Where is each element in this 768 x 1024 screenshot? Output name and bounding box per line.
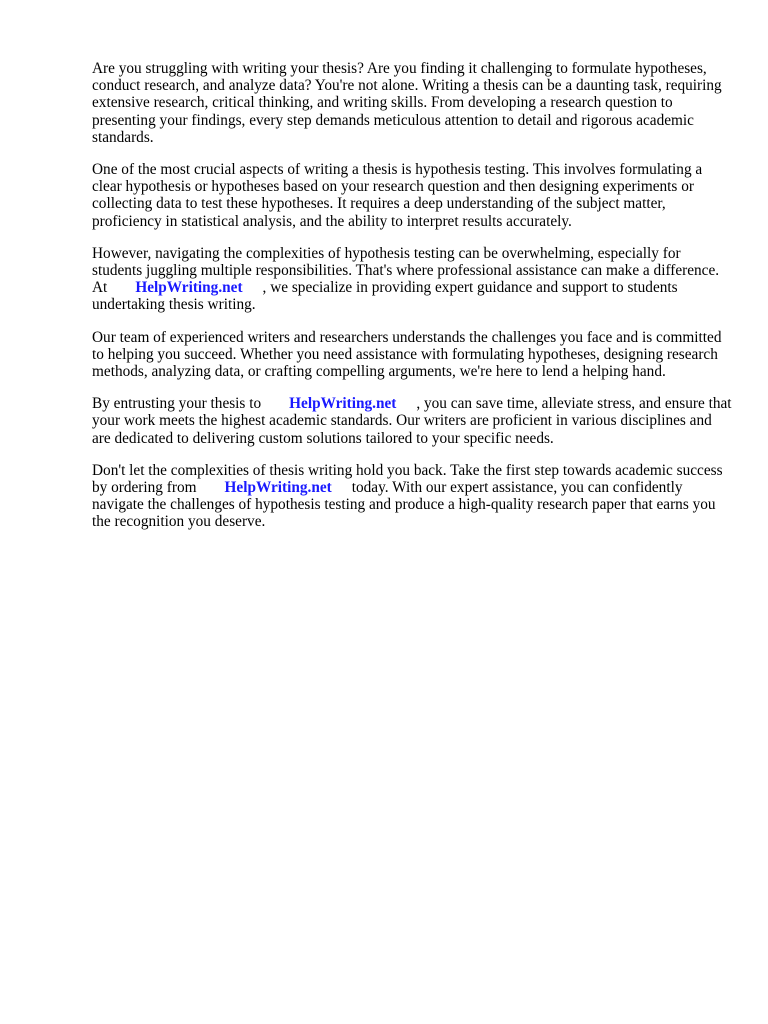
paragraph-team-text: Our team of experienced writers and researchers understands the challenges you face and is committed to helping you succeed. Whether you need assistance with formulating hypotheses, designing research methods, analyzing data, or crafting compelling arguments, we're here to lend a helping hand. [92, 328, 726, 381]
paragraph-assistance-text-before: However, navigating the complexities of hypothesis testing can be overwhelming, especially for students juggling multiple responsibilities. That's where professional assistance can make a difference. At [92, 244, 723, 297]
paragraph-call-to-action-text-before: Don't let the complexities of thesis writing hold you back. Take the first step towards academic success by ordering from [92, 461, 727, 497]
paragraph-entrusting-text-after: , you can save time, alleviate stress, and ensure that your work meets the highest academic standards. Our writers are proficient in various disciplines and are dedicated to delivering custom solutions tailored to your specific needs. [92, 395, 736, 447]
paragraph-team [92, 329, 732, 381]
paragraph-call-to-action-text-after: today. With our expert assistance, you can confidently navigate the challenges of hypothesis testing and produce a high-quality research paper that earns you the recognition you deserve. [92, 479, 720, 531]
helpwriting-link-1[interactable]: HelpWriting.net [135, 279, 243, 297]
paragraph-hypothesis-testing-text: One of the most crucial aspects of writing a thesis is hypothesis testing. This involves formulating a clear hypothesis or hypotheses based on your research question and then designing experiments or collecting data to test these hypotheses. It requires a deep understanding of the subject matter, proficiency in statistical analysis, and the ability to interpret results accurately. [92, 161, 707, 230]
paragraph-entrusting [92, 395, 736, 447]
paragraph-entrusting-text-before: By entrusting your thesis to [92, 395, 262, 413]
paragraph-hypothesis-testing [92, 161, 732, 230]
helpwriting-link-3[interactable]: HelpWriting.net [224, 479, 332, 497]
paragraph-intro-text: Are you struggling with writing your thesis? Are you finding it challenging to formulate hypotheses, conduct research, and analyze data? You're not alone. Writing a thesis can be a daunting task, requiring extensive research, critical thinking, and writing skills. From developing a research question to presenting your findings, every step demands meticulous attention to detail and rigorous academic standards. [92, 60, 726, 146]
helpwriting-link-2[interactable]: HelpWriting.net [289, 395, 397, 413]
paragraph-intro [92, 60, 732, 146]
paragraph-call-to-action [92, 462, 732, 531]
paragraph-assistance [92, 245, 732, 314]
paragraph-assistance-text-after: , we specialize in providing expert guidance and support to students undertaking thesis writing. [92, 279, 682, 314]
